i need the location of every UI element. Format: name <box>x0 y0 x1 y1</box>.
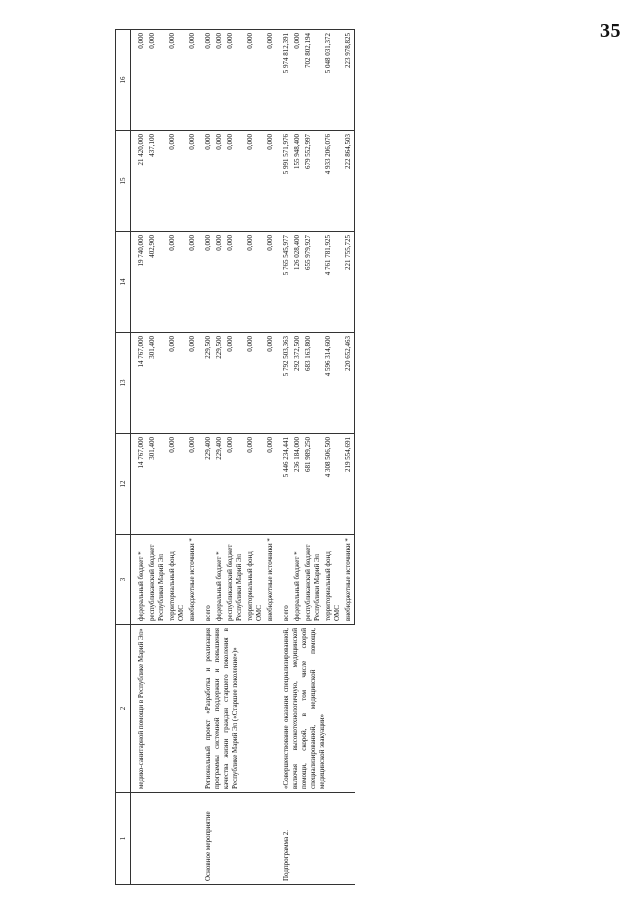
amount-cell: 229,400 <box>198 434 214 535</box>
amount-cell: 292 372,500 <box>292 333 303 434</box>
amount-cell: 0,000 <box>225 131 245 232</box>
amount-cell: 220 652,463 <box>343 333 355 434</box>
amount-cell: 0,000 <box>245 333 265 434</box>
amount-cell: 683 163,800 <box>303 333 323 434</box>
amount-cell: 223 978,825 <box>343 30 355 131</box>
amount-cell: 0,000 <box>292 30 303 131</box>
amount-cell: 229,400 <box>214 434 225 535</box>
amount-cell: 0,000 <box>265 434 276 535</box>
amount-cell: 4 596 314,600 <box>323 333 343 434</box>
row-type-cell: Подпрограмма 2. <box>276 793 355 885</box>
amount-cell: 0,000 <box>167 30 187 131</box>
column-header: 12 <box>116 434 131 535</box>
column-header: 16 <box>116 30 131 131</box>
amount-cell: 21 420,000 <box>131 131 148 232</box>
amount-cell: 702 802,194 <box>303 30 323 131</box>
amount-cell: 236 184,000 <box>292 434 303 535</box>
amount-cell: 0,000 <box>225 232 245 333</box>
amount-cell: 4 761 781,925 <box>323 232 343 333</box>
amount-cell: 5 991 571,976 <box>276 131 292 232</box>
column-header: 2 <box>116 625 131 793</box>
amount-cell: 301,400 <box>147 333 167 434</box>
amount-cell: 0,000 <box>198 30 214 131</box>
amount-cell: 0,000 <box>245 434 265 535</box>
amount-cell: 221 755,725 <box>343 232 355 333</box>
funding-source-cell: внебюджетные источники * <box>265 535 276 625</box>
table-row <box>198 30 214 885</box>
amount-cell: 0,000 <box>245 232 265 333</box>
amount-cell: 229,500 <box>214 333 225 434</box>
amount-cell: 0,000 <box>225 30 245 131</box>
funding-source-cell: территориальный фонд ОМС <box>245 535 265 625</box>
amount-cell: 0,000 <box>167 232 187 333</box>
funding-source-cell: федеральный бюджет * <box>131 535 148 625</box>
program-name-cell: медико-санитарной помощи в Республике Марий Эл» <box>131 625 199 793</box>
page-number: 35 <box>600 20 621 42</box>
header-row <box>116 30 131 885</box>
amount-cell: 0,000 <box>187 434 198 535</box>
amount-cell: 0,000 <box>187 232 198 333</box>
amount-cell: 219 554,691 <box>343 434 355 535</box>
funding-source-cell: территориальный фонд ОМС <box>323 535 343 625</box>
amount-cell: 0,000 <box>214 232 225 333</box>
amount-cell: 0,000 <box>198 232 214 333</box>
amount-cell: 0,000 <box>187 131 198 232</box>
amount-cell: 0,000 <box>225 333 245 434</box>
column-header: 14 <box>116 232 131 333</box>
funding-source-cell: внебюджетные источники * <box>343 535 355 625</box>
amount-cell: 679 552,997 <box>303 131 323 232</box>
amount-cell: 19 740,000 <box>131 232 148 333</box>
funding-source-cell: территориальный фонд ОМС <box>167 535 187 625</box>
amount-cell: 222 864,503 <box>343 131 355 232</box>
amount-cell: 229,500 <box>198 333 214 434</box>
amount-cell: 14 767,000 <box>131 434 148 535</box>
amount-cell: 0,000 <box>167 131 187 232</box>
amount-cell: 126 028,400 <box>292 232 303 333</box>
column-header: 15 <box>116 131 131 232</box>
funding-source-cell: республиканский бюджет Республики Марий Эл <box>303 535 323 625</box>
amount-cell: 5 792 503,363 <box>276 333 292 434</box>
table-body <box>131 30 355 885</box>
amount-cell: 0,000 <box>265 232 276 333</box>
amount-cell: 0,000 <box>214 30 225 131</box>
amount-cell: 0,000 <box>225 434 245 535</box>
column-header: 13 <box>116 333 131 434</box>
column-header: 3 <box>116 535 131 625</box>
amount-cell: 0,000 <box>167 333 187 434</box>
amount-cell: 0,000 <box>265 131 276 232</box>
amount-cell: 4 308 506,500 <box>323 434 343 535</box>
program-name-cell: Региональный проект «Разработка и реализация программы системной поддержки и повышения качества жизни граждан старшего поколения в Республике Марий Эл («Старшее поколение»)» <box>198 625 276 793</box>
amount-cell: 681 989,250 <box>303 434 323 535</box>
amount-cell: 0,000 <box>245 30 265 131</box>
funding-table <box>115 29 355 885</box>
program-name-cell: «Совершенствование оказания специализированной, включая высокотехнологичную, медицинской помощи, скорой, в том числе скорой специализированной, медицинской помощи, медицинской эвакуации» <box>276 625 355 793</box>
funding-source-cell: всего <box>276 535 292 625</box>
amount-cell: 301,400 <box>147 434 167 535</box>
funding-source-cell: республиканский бюджет Республики Марий Эл <box>147 535 167 625</box>
funding-source-cell: всего <box>198 535 214 625</box>
row-type-cell: Основное мероприятие <box>198 793 276 885</box>
amount-cell: 0,000 <box>131 30 148 131</box>
funding-source-cell: федеральный бюджет * <box>292 535 303 625</box>
amount-cell: 0,000 <box>147 30 167 131</box>
amount-cell: 0,000 <box>265 333 276 434</box>
funding-source-cell: республиканский бюджет Республики Марий Эл <box>225 535 245 625</box>
amount-cell: 655 979,927 <box>303 232 323 333</box>
amount-cell: 0,000 <box>265 30 276 131</box>
table-row <box>276 30 292 885</box>
amount-cell: 5 048 031,372 <box>323 30 343 131</box>
table-header <box>116 30 131 885</box>
funding-table-rotated <box>115 30 615 885</box>
amount-cell: 14 767,000 <box>131 333 148 434</box>
amount-cell: 5 974 812,391 <box>276 30 292 131</box>
amount-cell: 0,000 <box>198 131 214 232</box>
amount-cell: 402,900 <box>147 232 167 333</box>
table-row <box>131 30 148 885</box>
column-header: 1 <box>116 793 131 885</box>
amount-cell: 0,000 <box>167 434 187 535</box>
funding-source-cell: федеральный бюджет * <box>214 535 225 625</box>
amount-cell: 5 446 234,441 <box>276 434 292 535</box>
funding-source-cell: внебюджетные источники * <box>187 535 198 625</box>
amount-cell: 155 948,400 <box>292 131 303 232</box>
amount-cell: 0,000 <box>214 131 225 232</box>
amount-cell: 4 933 206,076 <box>323 131 343 232</box>
row-type-cell <box>131 793 199 885</box>
amount-cell: 0,000 <box>245 131 265 232</box>
amount-cell: 437,100 <box>147 131 167 232</box>
amount-cell: 5 765 545,977 <box>276 232 292 333</box>
amount-cell: 0,000 <box>187 30 198 131</box>
amount-cell: 0,000 <box>187 333 198 434</box>
